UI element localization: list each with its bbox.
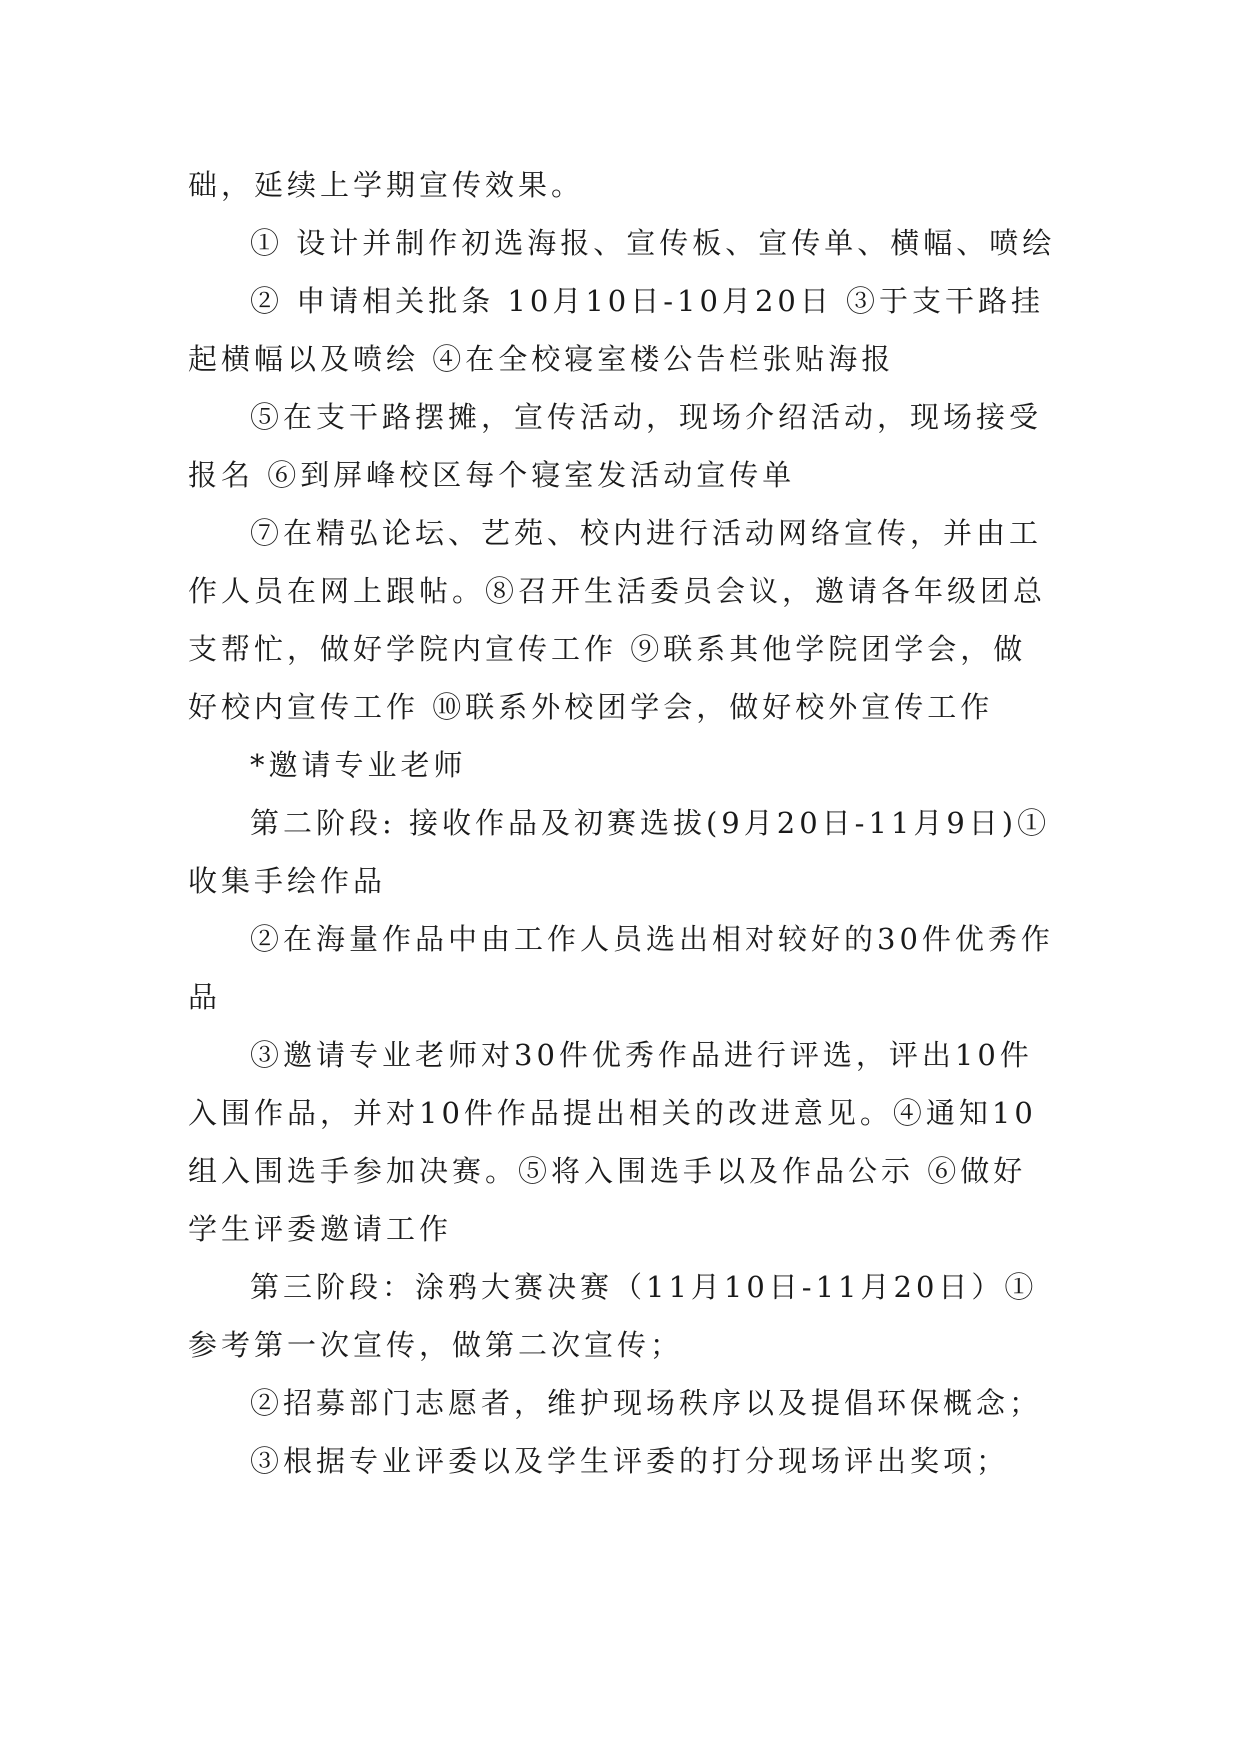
paragraph-booth-flyers: ⑤在支干路摆摊，宣传活动，现场介绍活动，现场接受报名 ⑥到屏峰校区每个寝室发活动宣传单 — [188, 400, 1043, 492]
paragraph-continuation: 础，延续上学期宣传效果。 — [188, 168, 585, 202]
paragraph-stage-two: 第二阶段: 接收作品及初赛选拔(9月20日-11月9日)①收集手绘作品 — [188, 806, 1051, 898]
document-body — [188, 156, 1058, 1490]
paragraph-design-materials: ① 设计并制作初选海报、宣传板、宣传单、横幅、喷绘 — [250, 226, 1056, 260]
paragraph-awards: ③根据专业评委以及学生评委的打分现场评出奖项； — [250, 1444, 1010, 1478]
paragraph-stage-three: 第三阶段：涂鸦大赛决赛（11月10日-11月20日）①参考第一次宣传，做第二次宣传； — [188, 1270, 1038, 1362]
paragraph-online-promotion: ⑦在精弘论坛、艺苑、校内进行活动网络宣传，并由工作人员在网上跟帖。⑧召开生活委员会议，邀请各年级团总支帮忙，做好学院内宣传工作 ⑨联系其他学院团学会，做好校内宣传工作 ⑩联系外校团学会，做好校外宣传工作 — [188, 516, 1047, 724]
paragraph-evaluation: ③邀请专业老师对30件优秀作品进行评选，评出10件入围作品，并对10件作品提出相关的改进意见。④通知10组入围选手参加决赛。⑤将入围选手以及作品公示 ⑥做好学生评委邀请工作 — [188, 1038, 1037, 1246]
paragraph-invite-teachers: *邀请专业老师 — [250, 748, 467, 782]
paragraph-approval-banners: ② 申请相关批条 10月10日-10月20日 ③于支干路挂起横幅以及喷绘 ④在全校寝室楼公告栏张贴海报 — [188, 284, 1045, 376]
paragraph-select-thirty: ②在海量作品中由工作人员选出相对较好的30件优秀作品 — [188, 922, 1054, 1014]
paragraph-volunteers: ②招募部门志愿者，维护现场秩序以及提倡环保概念； — [250, 1386, 1043, 1420]
